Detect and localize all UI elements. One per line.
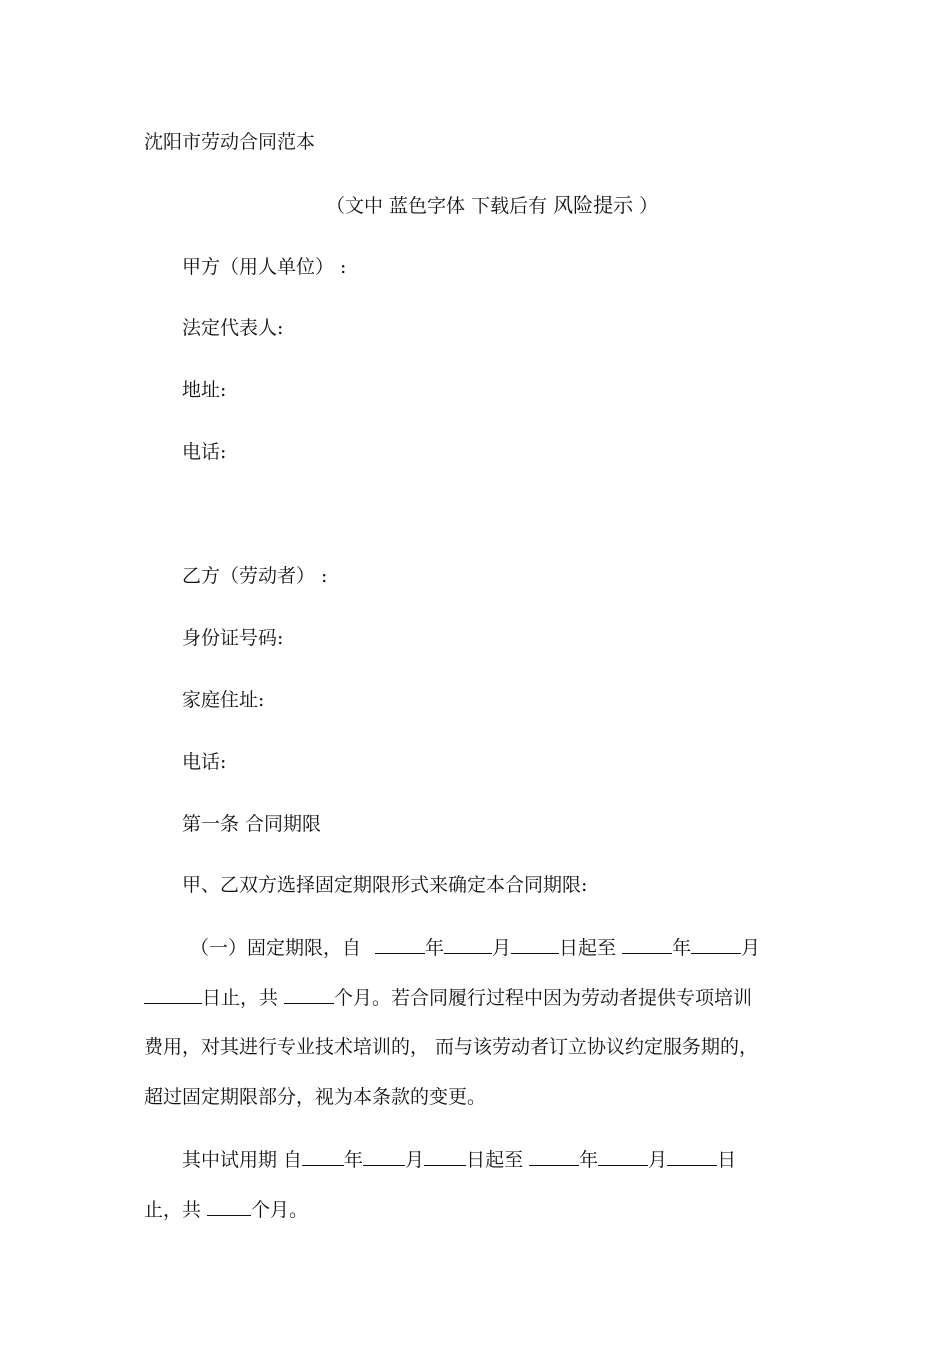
fixed-term-prefix: （一）固定期限，自: [190, 937, 362, 959]
party-b-label: 乙方（劳动者） :: [182, 565, 328, 587]
trial-months-blank: [207, 1197, 251, 1216]
trial-start-month-blank: [363, 1147, 405, 1166]
months-blank: [284, 985, 334, 1004]
party-b-phone: 电话:: [182, 751, 227, 773]
trial-start-year-unit: 年: [344, 1149, 364, 1171]
end-month-unit: 月: [741, 937, 761, 959]
party-a-address: 地址:: [182, 379, 227, 401]
start-day-blank: [511, 935, 559, 954]
party-a-legal-rep: 法定代表人:: [182, 317, 284, 339]
article-1-intro: 甲、乙双方选择固定期限形式来确定本合同期限:: [182, 874, 588, 896]
start-month-unit: 月: [492, 937, 512, 959]
trial-end-month-blank: [598, 1147, 648, 1166]
start-year-unit: 年: [425, 937, 445, 959]
end-day-unit: 日止，共: [202, 987, 279, 1009]
note-suffix: ）: [633, 195, 659, 217]
trial-total-unit: 个月。: [251, 1199, 309, 1221]
fixed-term-line-2: [144, 985, 752, 1010]
party-b-id-number: 身份证号码:: [182, 627, 284, 649]
fixed-term-line-3: 费用，对其进行专业技术培训的， 而与该劳动者订立协议约定服务期的，: [144, 1036, 759, 1058]
trial-end-day-unit: 日: [717, 1149, 737, 1171]
document-title: 沈阳市劳动合同范本: [144, 131, 316, 153]
start-day-unit: 日起至: [559, 937, 617, 959]
fixed-term-line-4: 超过固定期限部分，视为本条款的变更。: [144, 1086, 487, 1108]
trial-end-year-unit: 年: [579, 1149, 599, 1171]
trial-period-line-1: [182, 1147, 736, 1172]
end-year-blank: [622, 935, 672, 954]
trial-prefix: 其中试用期 自: [182, 1149, 303, 1171]
trial-start-year-blank: [302, 1147, 344, 1166]
trial-start-day-unit: 日起至: [466, 1149, 524, 1171]
trial-end-year-blank: [529, 1147, 579, 1166]
party-a-label: 甲方（用人单位） :: [182, 256, 347, 278]
trial-start-day-blank: [424, 1147, 466, 1166]
trial-end-day-blank: [667, 1147, 717, 1166]
end-day-blank: [144, 985, 202, 1004]
trial-total-prefix: 止，共: [144, 1199, 202, 1221]
end-month-blank: [691, 935, 741, 954]
party-a-phone: 电话:: [182, 441, 227, 463]
fixed-term-line-1: [190, 935, 760, 960]
trial-period-line-2: [144, 1197, 308, 1222]
fixed-term-line-2-text: 个月。若合同履行过程中因为劳动者提供专项培训: [334, 987, 753, 1009]
trial-end-month-unit: 月: [648, 1149, 668, 1171]
start-year-blank: [375, 935, 425, 954]
end-year-unit: 年: [672, 937, 692, 959]
note-emphasis: 风险提示: [553, 193, 634, 217]
note-prefix: （文中 蓝色字体 下载后有: [326, 195, 554, 217]
article-1-heading: 第一条 合同期限: [182, 813, 322, 835]
trial-start-month-unit: 月: [405, 1149, 425, 1171]
download-note: [326, 193, 658, 218]
party-b-home-address: 家庭住址:: [182, 689, 265, 711]
start-month-blank: [444, 935, 492, 954]
